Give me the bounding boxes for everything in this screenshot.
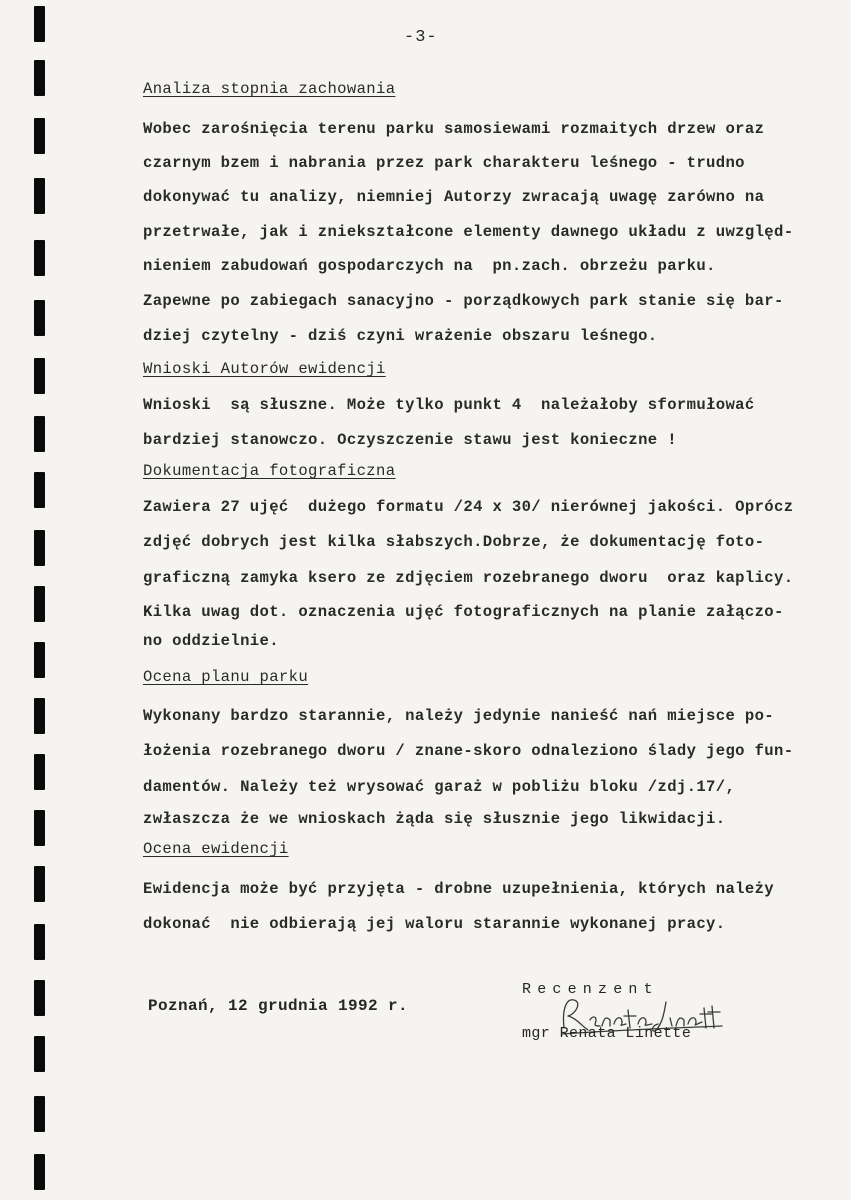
text-line: Wykonany bardzo starannie, należy jedynie nanieść nań miejsce po- [143, 707, 775, 725]
binding-hole [34, 178, 45, 214]
text-line: zwłaszcza że we wnioskach żąda się słusznie jego likwidacji. [143, 810, 726, 828]
text-line: damentów. Należy też wrysować garaż w pobliżu bloku /zdj.17/, [143, 778, 736, 796]
text-line: graficzną zamyka ksero ze zdjęciem rozebranego dworu oraz kaplicy. [143, 569, 794, 587]
binding-hole [34, 118, 45, 154]
binding-hole [34, 1096, 45, 1132]
binding-hole [34, 60, 45, 96]
text-line: łożenia rozebranego dworu / znane-skoro odnaleziono ślady jego fun- [143, 742, 794, 760]
text-line: no oddzielnie. [143, 632, 279, 650]
text-line: czarnym bzem i nabrania przez park charakteru leśnego - trudno [143, 154, 745, 172]
text-line: Zawiera 27 ujęć dużego formatu /24 x 30/ nierównej jakości. Oprócz [143, 498, 794, 516]
place-and-date: Poznań, 12 grudnia 1992 r. [148, 997, 409, 1015]
binding-hole [34, 810, 45, 846]
text-line: Ewidencja może być przyjęta - drobne uzupełnienia, których należy [143, 880, 775, 898]
binding-holes [0, 0, 60, 1200]
binding-hole [34, 586, 45, 622]
text-line: przetrwałe, jak i zniekształcone elementy dawnego układu z uwzględ- [143, 223, 794, 241]
text-line: nieniem zabudowań gospodarczych na pn.zach. obrzeżu parku. [143, 257, 716, 275]
binding-hole [34, 1154, 45, 1190]
binding-hole [34, 416, 45, 452]
binding-hole [34, 642, 45, 678]
binding-hole [34, 240, 45, 276]
binding-hole [34, 698, 45, 734]
section-heading: Analiza stopnia zachowania [143, 80, 396, 98]
text-line: Zapewne po zabiegach sanacyjno - porządkowych park stanie się bar- [143, 292, 784, 310]
binding-hole [34, 472, 45, 508]
text-line: Wnioski są słuszne. Może tylko punkt 4 należałoby sformułować [143, 396, 755, 414]
binding-hole [34, 300, 45, 336]
text-line: dokonać nie odbierają jej waloru starannie wykonanej pracy. [143, 915, 726, 933]
binding-hole [34, 6, 45, 42]
reviewer-label: Recenzent [522, 981, 659, 998]
binding-hole [34, 980, 45, 1016]
section-heading: Ocena planu parku [143, 668, 309, 686]
binding-hole [34, 530, 45, 566]
reviewer-name: mgr Renata Linette [522, 1025, 692, 1042]
binding-hole [34, 754, 45, 790]
binding-hole [34, 924, 45, 960]
binding-hole [34, 1036, 45, 1072]
text-line: Wobec zarośnięcia terenu parku samosiewami rozmaitych drzew oraz [143, 120, 765, 138]
section-heading: Wnioski Autorów ewidencji [143, 360, 386, 378]
section-heading: Ocena ewidencji [143, 840, 289, 858]
text-line: dziej czytelny - dziś czyni wrażenie obszaru leśnego. [143, 327, 658, 345]
text-line: dokonywać tu analizy, niemniej Autorzy zwracają uwagę zarówno na [143, 188, 765, 206]
binding-hole [34, 358, 45, 394]
binding-hole [34, 866, 45, 902]
text-line: bardziej stanowczo. Oczyszczenie stawu jest konieczne ! [143, 431, 677, 449]
page-number: -3- [404, 28, 438, 47]
text-line: Kilka uwag dot. oznaczenia ujęć fotograficznych na planie załączo- [143, 603, 784, 621]
text-line: zdjęć dobrych jest kilka słabszych.Dobrze, że dokumentację foto- [143, 533, 765, 551]
section-heading: Dokumentacja fotograficzna [143, 462, 396, 480]
